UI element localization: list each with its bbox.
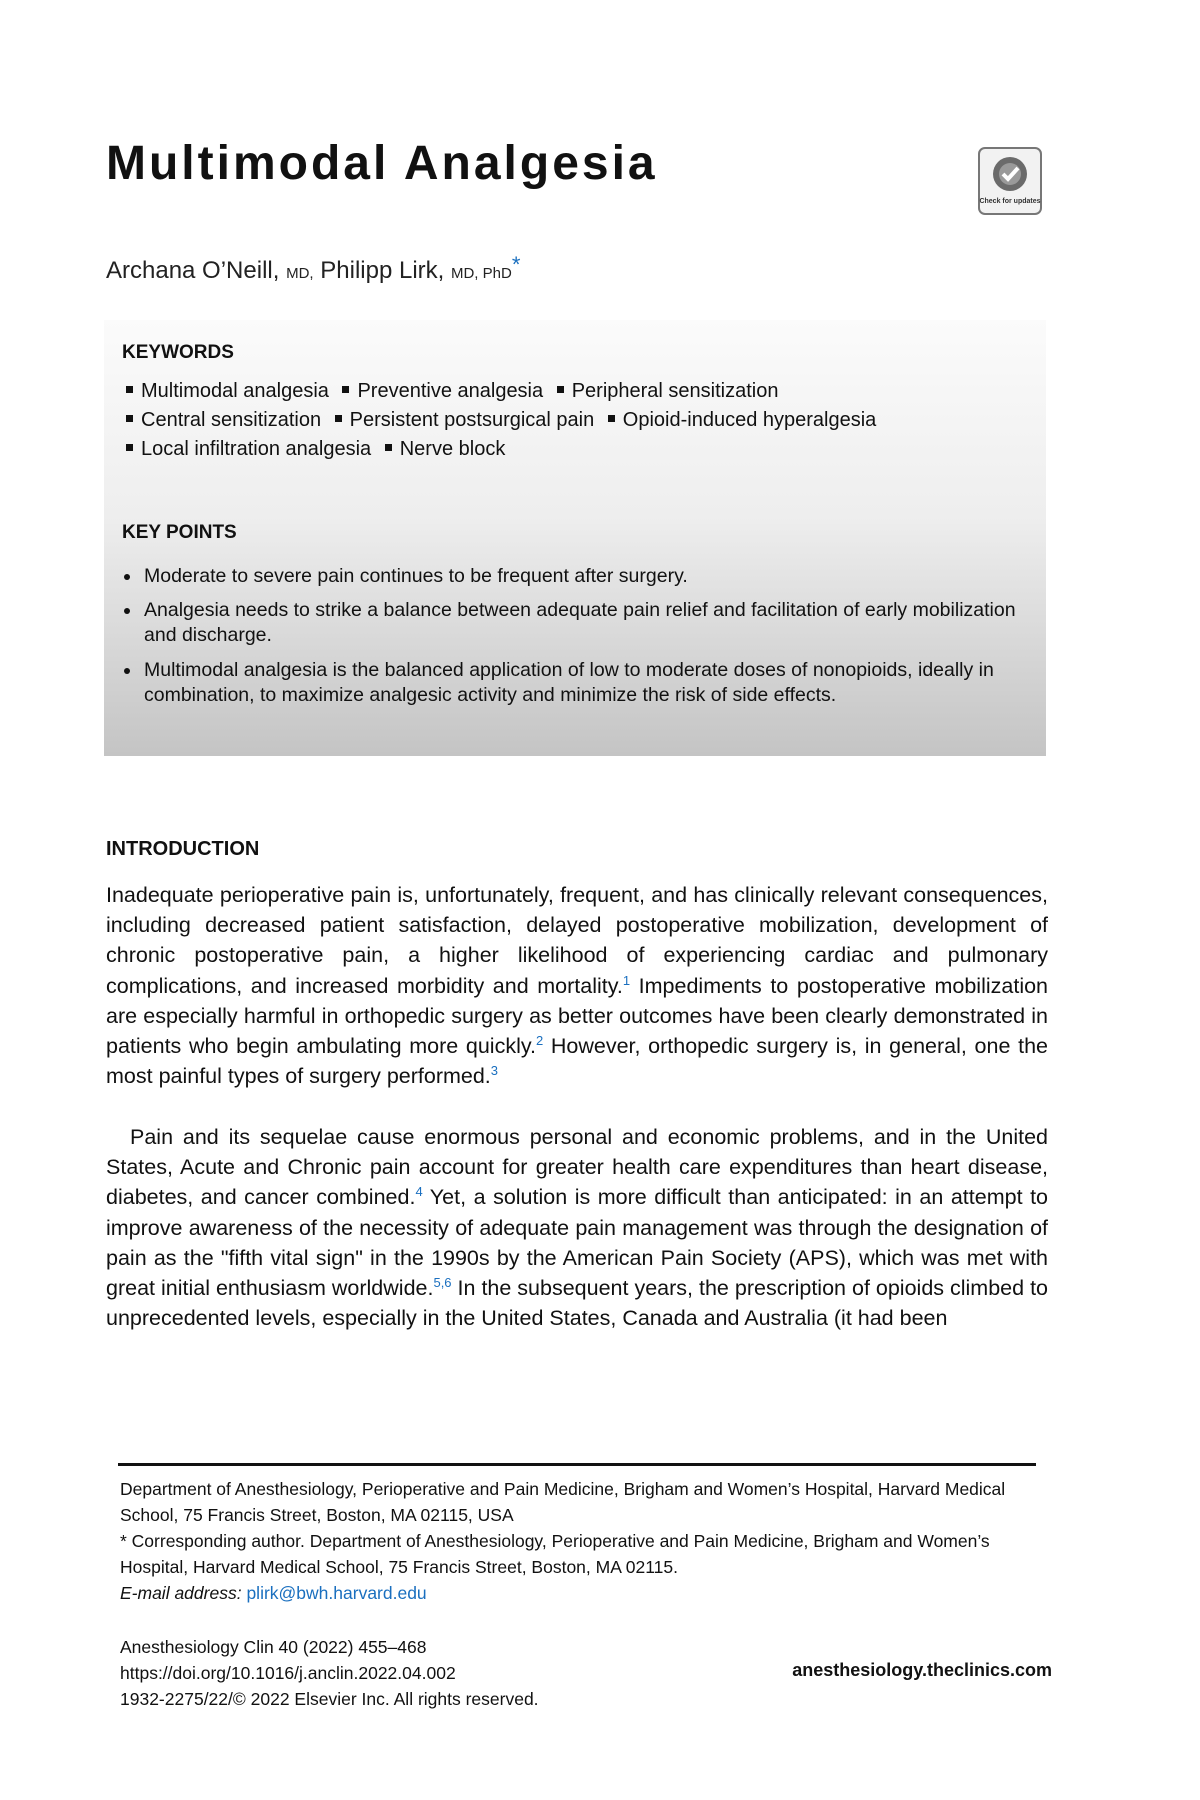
bullet-square-icon [126,386,133,393]
citation-link[interactable]: 1 [622,972,631,988]
keywords-line [122,380,1042,403]
author-degrees: MD, [286,265,314,282]
email-link[interactable]: plirk@bwh.harvard.edu [246,1583,427,1603]
keywords-heading: KEYWORDS [122,342,234,363]
paragraph-text: Inadequate perioperative pain is, unfortunately, frequent, and has clinically relevant consequences, including decreased patient satisfaction, delayed postoperative mobilization, development of chronic postoperative pain, a higher likelihood of experiencing cardiac and pulmonary complications, and increased morbidity and mortality. [106,883,1048,998]
bullet-square-icon [335,415,342,422]
corresponding-author-mark[interactable]: * [511,252,521,277]
bullet-dot-icon [124,574,130,580]
bullet-square-icon [385,444,392,451]
bullet-square-icon [608,415,615,422]
key-point-item [124,564,1024,589]
author-name: Philipp Lirk, [320,257,445,284]
paragraph-text: In the subsequent years, the prescription of opioids climbed to unprecedented levels, especially in the United States, Canada and Australia (it had been [106,1276,1049,1331]
bullet-dot-icon [124,608,130,614]
author-list [106,252,520,285]
keyword: Persistent postsurgical pain [349,409,595,431]
email-label: E-mail address: [120,1583,242,1603]
keywords-line [122,409,1042,432]
affiliation-footnote: Department of Anesthesiology, Perioperative and Pain Medicine, Brigham and Women’s Hospital, Harvard Medical School, 75 Francis Street, Boston, MA 02115, USA [120,1479,1006,1525]
citation-link[interactable]: 2 [535,1032,544,1048]
article-title: Multimodal Analgesia [106,137,658,190]
section-heading-introduction: INTRODUCTION [106,838,260,860]
paragraph-text: Impediments to postoperative mobilization are especially harmful in orthopedic surgery as better outcomes have been clearly demonstrated in patients who begin ambulating more quickly. [106,973,1049,1059]
bullet-square-icon [557,386,564,393]
paragraph-text: Yet, a solution is more difficult than anticipated: in an attempt to improve awareness of the necessity of adequate pain management was through the designation of pain as the "fifth vital sign" in the 1990s by the American Pain Society (APS), which was met with great initial enthusiasm worldwide. [106,1185,1049,1301]
abstract-box [104,320,1046,756]
journal-citation: Anesthesiology Clin 40 (2022) 455–468 [120,1637,427,1657]
paragraph-text: However, orthopedic surgery is, in general, one the most painful types of surgery performed. [106,1034,1048,1089]
intro-paragraph-1 [106,880,1048,1091]
copyright-notice: 1932-2275/22/© 2022 Elsevier Inc. All rights reserved. [120,1689,539,1709]
keyword: Preventive analgesia [357,380,544,402]
paragraph-text: Pain and its sequelae cause enormous personal and economic problems, and in the United States, Acute and Chronic pain account for greater health care expenditures than heart disease, diabetes, and cancer combined. [106,1125,1048,1210]
author-name: Archana O’Neill, [106,257,280,284]
key-point-item [124,598,1024,648]
keyword: Central sensitization [141,409,322,431]
key-point-item [124,658,1024,708]
author-degrees: MD, PhD [450,265,512,282]
citation-link[interactable]: 5,6 [433,1274,452,1290]
journal-website[interactable]: anesthesiology.theclinics.com [792,1660,1052,1680]
bullet-square-icon [126,415,133,422]
footnote-divider [118,1463,1036,1466]
bullet-square-icon [342,386,349,393]
key-point-text: Multimodal analgesia is the balanced application of low to moderate doses of nonopioids, ideally in combination, to maximize analgesic activity and minimize the risk of side effects. [144,659,994,706]
citation-link[interactable]: 3 [490,1063,499,1079]
keyword: Local infiltration analgesia [141,438,372,460]
check-for-updates-icon[interactable] [978,147,1042,215]
keyword: Multimodal analgesia [141,380,329,402]
bullet-square-icon [126,444,133,451]
bullet-dot-icon [124,668,130,674]
keyword: Peripheral sensitization [571,380,779,402]
keywords-line [122,438,1042,461]
key-point-text: Moderate to severe pain continues to be frequent after surgery. [144,565,688,587]
email-line [120,1580,1036,1606]
check-for-updates-label: Check for updates [979,198,1041,205]
citation-link[interactable]: 4 [415,1184,423,1200]
corresponding-author-footnote: * Corresponding author. Department of Anesthesiology, Perioperative and Pain Medicine, Brigham and Women’s Hospital, Harvard Medical School, 75 Francis Street, Boston, MA 02115. [120,1531,990,1577]
key-point-text: Analgesia needs to strike a balance between adequate pain relief and facilitation of early mobilization and discharge. [144,599,1016,646]
keyword: Opioid-induced hyperalgesia [622,409,877,431]
doi-link[interactable]: https://doi.org/10.1016/j.anclin.2022.04.002 [120,1663,456,1683]
keyword: Nerve block [399,438,506,460]
intro-paragraph-2 [106,1122,1048,1333]
key-points-heading: KEY POINTS [122,522,237,543]
